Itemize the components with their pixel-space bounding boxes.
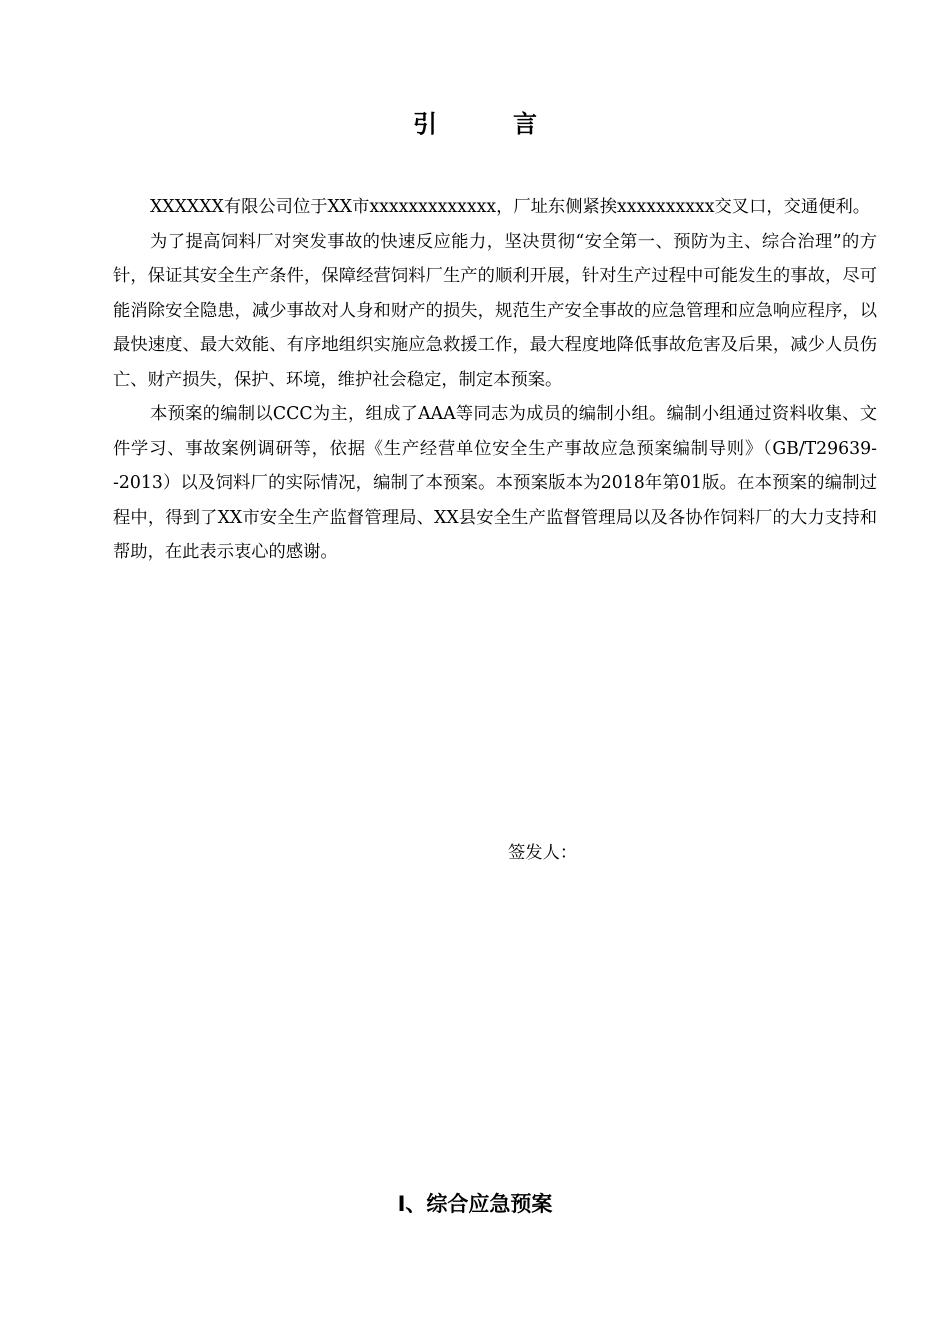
paragraph-purpose: 为了提高饲料厂对突发事故的快速反应能力，坚决贯彻“安全第一、预防为主、综合治理”的方针，保证其安全生产条件，保障经营饲料厂生产的顺利开展，针对生产过程中可能发生的事故，尽可能消除安全隐患，减少事故对人身和财产的损失，规范生产安全事故的应急管理和应急响应程序，以最快速度、最大效能、有序地组织实施应急救援工作，最大程度地降低事故危害及后果，减少人员伤亡、财产损失，保护、环境，维护社会稳定，制定本预案。 — [113, 231, 877, 390]
page-title: 引 言 — [413, 109, 563, 138]
section-heading: I、综合应急预案 — [397, 1192, 553, 1216]
paragraph-location: XXXXXX有限公司位于XX市xxxxxxxxxxxxx，厂址东侧紧挨xxxxxxxxxx交叉口，交通便利。 — [150, 197, 871, 217]
document-body — [113, 190, 877, 570]
paragraph-compilation: 本预案的编制以CCC为主，组成了AAA等同志为成员的编制小组。编制小组通过资料收集、文件学习、事故案例调研等，依据《生产经营单位安全生产事故应急预案编制导则》（GB/T29639--2013）以及饲料厂的实际情况，编制了本预案。本预案版本为2018年第01版。在本预案的编制过程中，得到了XX市安全生产监督管理局、XX县安全生产监督管理局以及各协作饲料厂的大力支持和帮助，在此表示衷心的感谢。 — [113, 404, 877, 562]
signer-label: 签发人： — [508, 843, 578, 863]
